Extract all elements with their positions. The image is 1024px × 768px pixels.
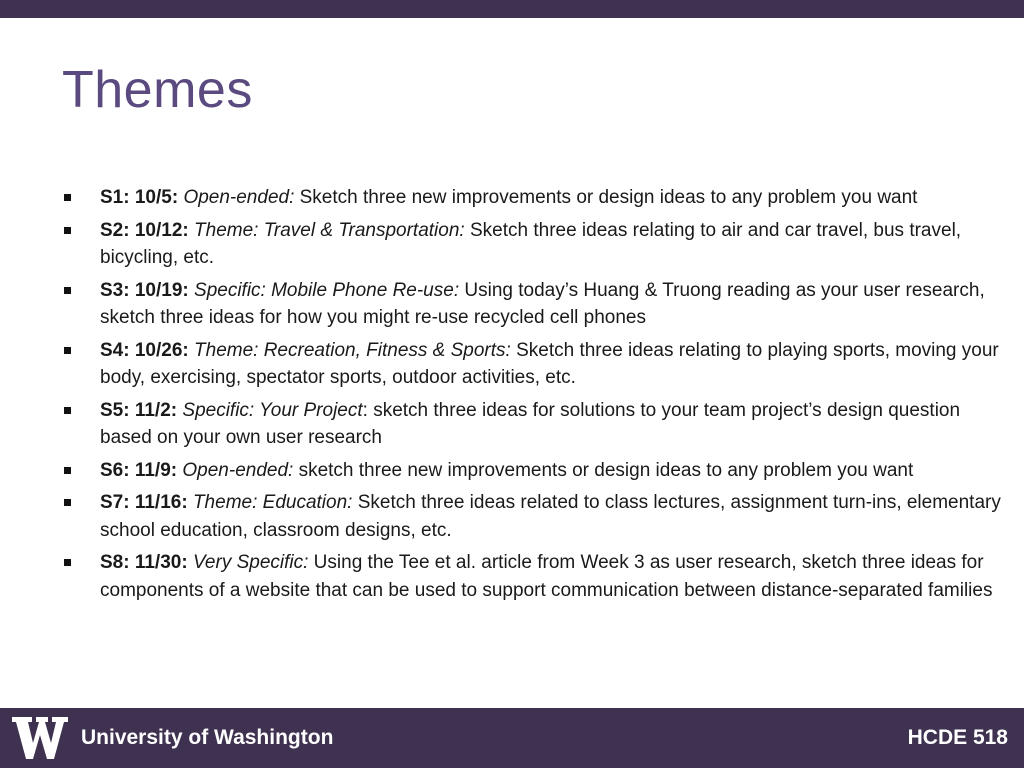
session-label: S2: 10/12: (100, 219, 189, 241)
session-label: S1: 10/5: (100, 187, 179, 208)
session-description: : sketch three ideas for solutions to your team project’s design question based on your own user research (100, 399, 961, 448)
list-item (62, 337, 1007, 392)
list-item (62, 184, 1007, 212)
list-item (62, 217, 1007, 272)
session-label: S5: 11/2: (100, 399, 178, 421)
slide-title: Themes (62, 61, 253, 119)
session-label: S4: 10/26: (100, 339, 189, 361)
list-item (62, 457, 1007, 485)
square-bullet-icon (64, 467, 71, 474)
session-description: Using today’s Huang & Truong reading as your user research, sketch three ideas for how you might re-use recycled cell phones (100, 279, 985, 328)
session-theme: Specific: Your Project (182, 399, 363, 421)
list-item (62, 489, 1007, 544)
university-name: University of Washington (81, 726, 334, 749)
top-bar (0, 0, 1024, 18)
square-bullet-icon (64, 559, 71, 566)
uw-w-logo-icon (12, 717, 68, 759)
theme-list (62, 184, 1007, 609)
square-bullet-icon (64, 194, 71, 201)
square-bullet-icon (64, 499, 71, 506)
square-bullet-icon (64, 407, 71, 414)
course-code: HCDE 518 (907, 726, 1008, 749)
square-bullet-icon (64, 227, 71, 234)
session-description: Sketch three ideas relating to playing sports, moving your body, exercising, spectator sports, outdoor activities, etc. (100, 339, 999, 388)
session-theme: Theme: Travel & Transportation: (194, 219, 465, 241)
session-theme: Open-ended: (183, 187, 295, 208)
session-label: S7: 11/16: (100, 492, 188, 513)
session-label: S6: 11/9: (100, 459, 178, 481)
session-description: Sketch three ideas relating to air and car travel, bus travel, bicycling, etc. (100, 219, 962, 268)
session-label: S3: 10/19: (100, 279, 189, 301)
session-description: sketch three new improvements or design ideas to any problem you want (293, 459, 914, 481)
session-description: Sketch three ideas related to class lectures, assignment turn-ins, elementary school education, classroom designs, etc. (100, 492, 1001, 541)
square-bullet-icon (64, 347, 71, 354)
square-bullet-icon (64, 287, 71, 294)
session-description: Using the Tee et al. article from Week 3 as user research, sketch three ideas for components of a website that can be used to support communication between distance-separated families (100, 552, 993, 601)
list-item (62, 277, 1007, 332)
session-theme: Theme: Recreation, Fitness & Sports: (194, 339, 511, 361)
session-label: S8: 11/30: (100, 552, 188, 573)
list-item (62, 397, 1007, 452)
session-theme: Theme: Education: (192, 492, 353, 513)
list-item (62, 549, 1007, 604)
session-description: Sketch three new improvements or design ideas to any problem you want (294, 187, 918, 208)
session-theme: Very Specific: (192, 552, 309, 573)
session-theme: Specific: Mobile Phone Re-use: (194, 279, 460, 301)
session-theme: Open-ended: (182, 459, 294, 481)
footer-bar (0, 708, 1024, 768)
